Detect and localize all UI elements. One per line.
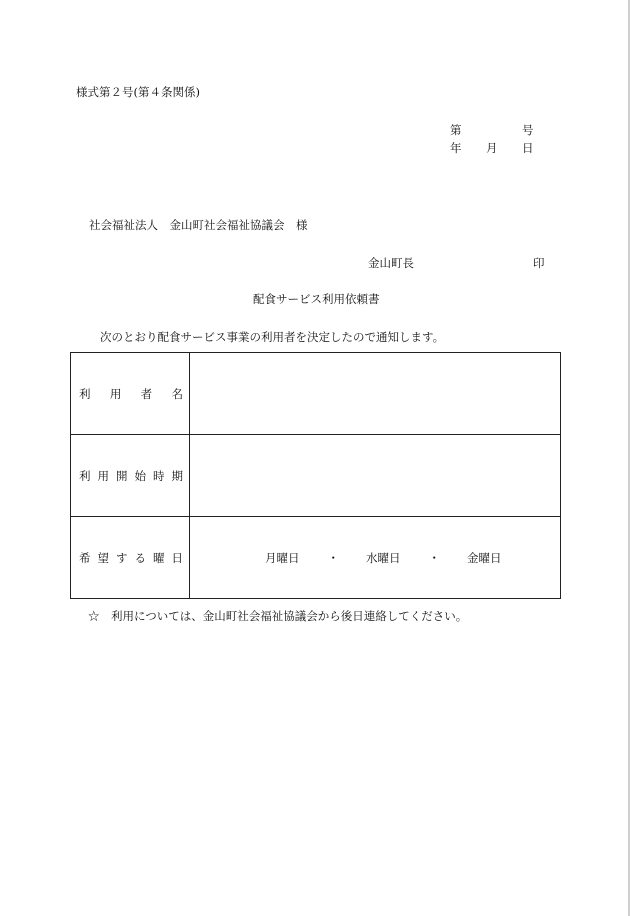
weekday-separator: ・ bbox=[428, 550, 440, 565]
date-year-label: 年 bbox=[450, 141, 462, 155]
label-char: 曜 bbox=[153, 550, 165, 565]
user-name-label bbox=[71, 353, 190, 435]
label-char: 者 bbox=[140, 386, 153, 401]
label-char: 時 bbox=[153, 468, 165, 483]
label-char: 望 bbox=[97, 550, 109, 565]
label-char: 利 bbox=[79, 386, 91, 401]
start-date-label bbox=[71, 435, 190, 517]
table-row-start-date bbox=[71, 435, 561, 517]
form-number: 様式第２号(第４条関係) bbox=[76, 85, 200, 99]
weekday-monday[interactable]: 月曜日 bbox=[265, 550, 300, 565]
label-char: 用 bbox=[109, 386, 122, 401]
table-row-preferred-day bbox=[71, 517, 561, 599]
label-char: 始 bbox=[134, 468, 146, 483]
label-char: 利 bbox=[79, 468, 91, 483]
date-month-label: 月 bbox=[486, 141, 498, 155]
label-char: 用 bbox=[97, 468, 109, 483]
number-label-dai: 第 bbox=[450, 123, 462, 137]
label-char: 期 bbox=[171, 468, 183, 483]
label-char: 名 bbox=[171, 386, 183, 401]
weekday-wednesday[interactable]: 水曜日 bbox=[366, 550, 401, 565]
weekday-friday[interactable]: 金曜日 bbox=[467, 550, 502, 565]
label-char: る bbox=[134, 550, 146, 565]
weekday-separator: ・ bbox=[327, 550, 339, 565]
label-char: 日 bbox=[171, 550, 183, 565]
sender-name: 金山町長 bbox=[368, 256, 414, 270]
label-char: す bbox=[116, 550, 128, 565]
label-char: 希 bbox=[79, 550, 91, 565]
number-label-go: 号 bbox=[522, 123, 534, 137]
date-day-label: 日 bbox=[522, 141, 534, 155]
seal-mark: 印 bbox=[533, 256, 545, 270]
label-char: 開 bbox=[116, 468, 128, 483]
request-table bbox=[70, 352, 561, 599]
preferred-day-field bbox=[190, 517, 561, 599]
user-name-field[interactable] bbox=[190, 353, 561, 435]
addressee: 社会福祉法人 金山町社会福祉協議会 様 bbox=[89, 218, 308, 232]
preferred-day-label bbox=[71, 517, 190, 599]
intro-text: 次のとおり配食サービス事業の利用者を決定したので通知します。 bbox=[100, 330, 445, 344]
start-date-field[interactable] bbox=[190, 435, 561, 517]
document-title: 配食サービス利用依頼書 bbox=[253, 292, 380, 306]
table-row-user-name bbox=[71, 353, 561, 435]
footnote: ☆ 利用については、金山町社会福祉協議会から後日連絡してください。 bbox=[88, 609, 468, 623]
